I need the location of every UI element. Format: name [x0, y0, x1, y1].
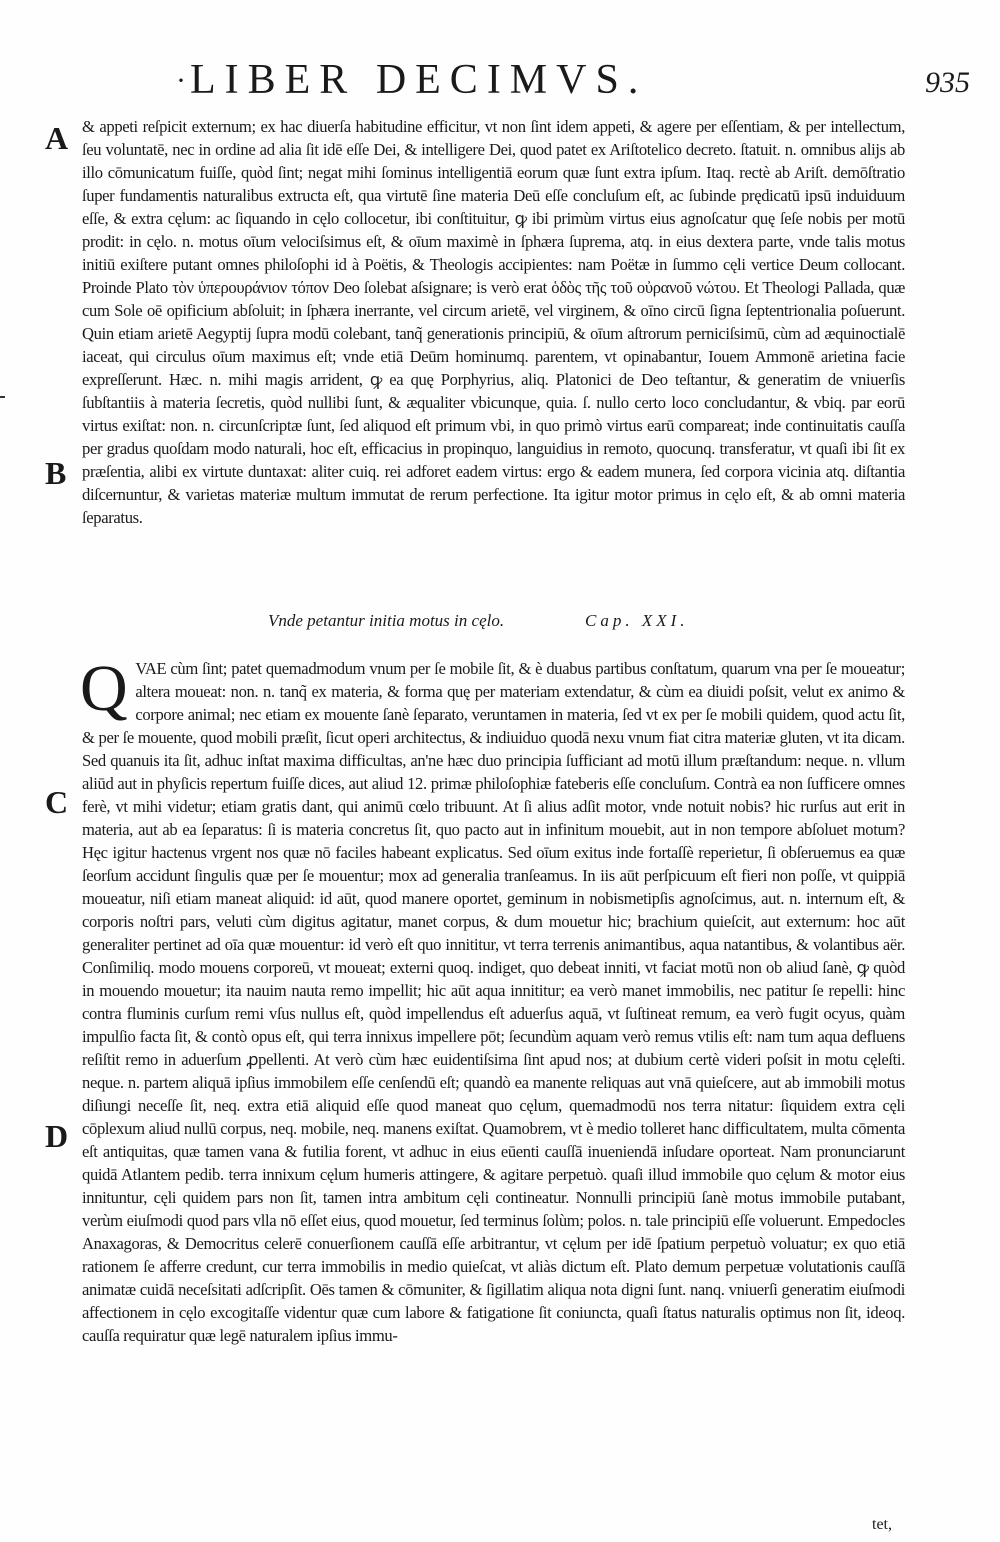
chapter-heading	[0, 610, 1000, 632]
margin-letter-d: D	[45, 1118, 69, 1154]
margin-letter-b: B	[45, 455, 67, 491]
lead-mark: ·	[176, 64, 186, 97]
paragraph-section-1: & appeti reſpicit externum; ex hac diuerſa habitudine efficitur, vt non ſint idem appeti, & agere per eſſentiam, & per intellectum, ſeu voluntatē, nec in ordine ad alia ſit idē eſſe Dei, & intelligere Dei, quod patet ex Ariſtotelico decreto. ſtatuit. n. omnibus alijs ab illo cōmunicatum fuiſſe, quòd ſint; negat mihi ſominus intelligentiā eorum quæ ſunt extra ipſum. Itaq. rectè ab Ariſt. demōſtratio ſuper fundamentis naturalibus extructa eſt, qua virtutē ſine materia Deū eſſe concluſum eſt, ac ſubinde prędicatū ipsū induiduum eſſe, & extra cęlum: ac ſiquando in cęlo collocetur, ibi conſtituitur, ꝙ ibi primùm virtus eius agnoſcatur quę ſeſe nobis per motū prodit: in cęlo. n. motus oīum velociſsimus eſt, & oīum maximè in ſphæra ſuprema, atq. in eius dextera parte, vnde talis motus initiū exiſtere putant omnes philoſophi id à Poëtis, & Theologis accipientes: nam Poëtæ in ſummo cęli vertice Deum collocant. Proinde Plato τὸν ὑπερουράνιον τόπον Deo ſolebat aſsignare; is verò erat ὁδὸς τῆς τοῦ οὐρανοῦ νώτου. Et Theologi Pallada, quæ cum Sole oē opificium abſoluit; in ſphæra inerrante, vel circum arietē, vel virginem, & oīno circū ſigna ſeptentrionalia poſuerunt. Quin etiam arietē Aegyptij ſupra modū colebant, tanq̃ generationis principiū, & oīum aſtrorum perniciſsimū, cùm ad æquinoctialē iaceat, qui circulus oīum maximus eſt; vnde etiā Deūm hominumq. parentem, vt opinabantur, Iouem Ammonē arietina facie expreſſerunt. Hæc. n. mihi magis arrident, ꝙ ea quę Porphyrius, aliq. Platonici de Deo teſtantur, & generatim de vniuerſis ſubſtantiis à materia ſecretis, quòd nullibi ſunt, & æqualiter vbicunque, quia. ſ. nullo certo loco concludantur, & vbiq. par eorū virtus exiſtat: non. n. circunſcriptæ ſunt, ſed aliquod eſt primum vbi, in quo primò virtus earū compareat; inde continuitatis cauſſa per gradus quoſdam modo naturali, hoc eſt, efficacius in propinquo, languidius in remoto, quocunq. transferatur, vt quaſi ibi ſit ex præſentia, alibi ex virtute duntaxat: aliter cuiq. rei adforet eadem virtus: ergo & eadem munera, ſed corpora vicinia atq. diſtantia diſcernuntur, & varietas materiæ multum immutat de rerum perfectione. Ita igitur motor primus in cęlo eſt, & ab omni materia ſeparatus.	[82, 117, 905, 527]
margin-letter-c: C	[45, 784, 69, 820]
chapter-title: Vnde petantur initia motus in cęlo.	[268, 611, 505, 630]
chapter-number: Cap. XXI.	[585, 611, 689, 630]
drop-cap: Q	[80, 652, 128, 725]
margin-letter-a: A	[45, 120, 69, 156]
page-number: 935	[925, 66, 970, 99]
paragraph-section-2-text: VAE cùm ſint; patet quemadmodum vnum per ſe mobile ſit, & è duabus partibus conſtatum, quarum vna per ſe moueatur; altera moueat: non. n. tanq̃ ex materia, & forma quę per materiam extendatur, & cùm ea diuidi poſsit, velut ex animo & corpore animal; nec etiam ex mouente ſanè ſeparato, veruntamen in materia, ſed vt ex per ſe mobili quidem, quod actu ſit, & per ſe mouente, quod mobili præſit, ſicut operi architectus, & indiuiduo quodā nexu vnum fiat citra materiæ gluten, vt ita dicam. Sed quanuis ita ſit, adhuc inſtat maxima difficultas, an'ne hæc duo principia ſufficiant ad motū illum præſtandum: neque. n. vllum aliūd aut in phyſicis repertum fuiſſe dices, aut aliud 12. primæ philoſophiæ fateberis eſſe concluſum. Contrà ea non ſufficere omnes ferè, vt mihi videtur; etiam gratis dant, qui animū cœlo tribuunt. At ſi alius adſit motor, vnde notuit nobis? hic rurſus aut erit in materia, aut ab ea ſeparatus: ſi is materia concretus ſit, quo pacto aut in infinitum mouebit, aut in non tempore abſoluet motum? Hęc igitur hactenus vrgent nos quæ nō faciles habeant explicatus. Sed oīum exitus inde fortaſſè reperietur, ſi obſeruemus ea quæ ſeorſum accidunt ſingulis quæ per ſe mouentur; mox ad generalia tranſeamus. In iis aūt perſpicuum eſt fieri non poſſe, vt quippiā moueatur, niſi etiam maneat aliquid: id aūt, quod manere oportet, geminum in nobismetipſis agnoſcimus, aut. n. internum eſt, & corporis noſtri pars, veluti cùm digitus agitatur, manet corpus, & dum mouetur hic; brachium quieſcit, aut externum: hoc aūt generaliter pertinet ad oīa quæ mouentur: id verò eſt quo innititur, vt terra terrenis animantibus, aqua natantibus, & volantibus aër. Conſimiliq. modo mouens corporeū, vt moueat; externi quoq. indiget, quo debeat inniti, vt faciat motū non ob aliud ſanè, ꝙ quòd in mouendo mouetur; ita nauim nauta remo impellit; hic aūt aqua innititur; ea verò manet immobilis, nec patitur ſe repelli: hinc contra fluminis curſum remi vſus nullus eſt, quòd impellendus eſt aduerſus aquā, vt ſuſtineat remum, ea verò fugit ocyus, quàm impulſio facta ſit, & contò opus eſt, qui terra innixus impellere pōt; ſecundùm aquam verò remus vtilis eſt: nam tum aqua defluens reſiſtit remo in aduerſum ꝓpellenti. At verò cùm hæc euidentiſsima ſint apud nos; at dubium certè videri poſsit in motu cęleſti. neque. n. partem aliquā ipſius immobilem eſſe cenſendū eſt; quandò ea manente reliquas aut vnā quieſcere, aut ab immobili motus diſiungi neceſſe ſit, neq. extra etiā aliquid eſſe quod maneat quo cęlum, quemadmodū nos terra nitatur: ſiquidem extra cęli cōplexum aliud nullū corpus, neq. mobile, neq. manens exiſtat. Quamobrem, vt è medio tolleret hanc difficultatem, multa cōmenta eſt antiquitas, quæ tamen vana & futilia forent, vt adhuc in eius eūenti cauſſā inueniendā inſudare oporteat. Nam pronunciarunt quidā Atlantem pedib. terra innixum cęlum humeris attingere, & agitare perpetuò. quaſi illud immobile quo cęlum & motor eius innituntur, cęli quidem pars non ſit, tamen intra ambitum cęli contineatur. Nonnulli principiū ſanè motus immobile putabant, verùm eiuſmodi quod pars vlla nō eſſet eius, quod mouetur, ſed terminus ſolùm; polos. n. tale principiū eſſe voluerunt. Empedocles Anaxagoras, & Democritus celerē conuerſionem cauſſā eſſe arbitrantur, vt cęlum per idē ſpatium perpetuò voluatur; ex quo etiā rationem ſe afferre credunt, cur terra immobilis in medio quieſcat, vt aliàs dictum eſt. Plato demum perpetuæ volutationis cauſſā animatæ cuidā neceſsitati adſcripſit. Oēs tamen & cōmuniter, & ſigillatim aliqua nota digni ſunt. nanq. vniuerſi generatim eiuſmodi affectionem in cęlo excogitaſſe videntur quæ cum labore & fatigatione ſit coniuncta, quaſi ſtatus naturalis optimus non ſit, ideoq. cauſſa requiratur quæ legē naturalem ipſius immu-	[82, 659, 905, 1345]
catchword: tet,	[872, 1516, 892, 1533]
running-head	[0, 57, 1000, 103]
margin-mark	[0, 396, 5, 398]
running-title: LIBER DECIMVS.	[190, 57, 648, 103]
paragraph-section-2	[80, 652, 905, 1347]
